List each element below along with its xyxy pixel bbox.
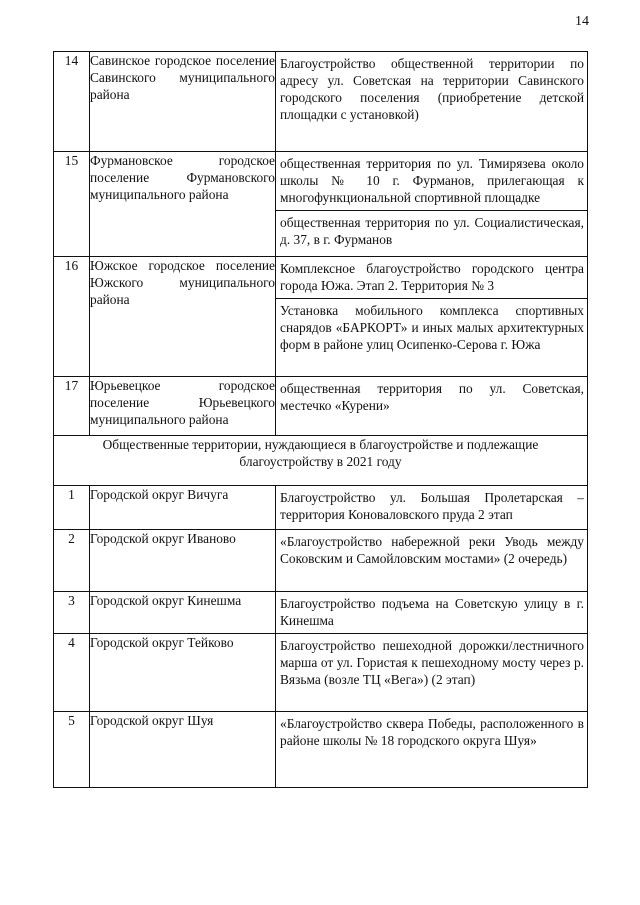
section-header: Общественные территории, нуждающиеся в благоустройстве и подлежащие благоустройству в 2021 году	[54, 436, 588, 486]
table-row	[54, 592, 588, 634]
municipality-name: Городской округ Тейково	[90, 634, 276, 712]
table-row	[54, 377, 588, 436]
territory-description: общественная территория по ул. Тимирязева около школы № 10 г. Фурманов, прилегающая к многофункциональной спортивной площадке	[280, 156, 584, 205]
territory-description: Комплексное благоустройство городского центра города Южа. Этап 2. Территория № 3	[280, 261, 584, 293]
territory-description: Благоустройство пешеходной дорожки/лестничного марша от ул. Гористая к пешеходному мосту через р. Вязьма (возле ТЦ «Вега») (2 этап)	[280, 638, 584, 687]
territory-description: общественная территория по ул. Социалистическая, д. 37, в г. Фурманов	[276, 210, 587, 256]
row-number: 1	[54, 486, 90, 530]
territories-table	[53, 51, 588, 788]
municipality-name: Городской округ Вичуга	[90, 486, 276, 530]
territory-description: Благоустройство ул. Большая Пролетарская – территория Коноваловского пруда 2 этап	[280, 490, 584, 522]
row-number: 2	[54, 530, 90, 592]
municipality-name: Городской округ Кинешма	[90, 592, 276, 634]
municipality-name: Городской округ Шуя	[90, 712, 276, 788]
table-row	[54, 257, 588, 377]
table-row	[54, 52, 588, 152]
territory-description: Благоустройство общественной территории по адресу ул. Советская на территории Савинского городского поселения (приобретение детской площадки с установкой)	[280, 56, 584, 122]
municipality-name: Юрьевецкое городское поселение Юрьевецкого муниципального района	[90, 377, 276, 436]
territory-description: Установка мобильного комплекса спортивных снарядов «БАРКОРТ» и иных малых архитектурных форм в районе улиц Осипенко-Серова г. Южа	[276, 298, 587, 376]
table-row	[54, 712, 588, 788]
municipality-name: Южское городское поселение Южского муниципального района	[90, 257, 276, 377]
territory-description: Благоустройство подъема на Советскую улицу в г. Кинешма	[280, 596, 584, 628]
page-number: 14	[575, 14, 589, 29]
row-number: 17	[54, 377, 90, 436]
territory-description: «Благоустройство сквера Победы, расположенного в районе школы № 18 городского округа Шуя»	[280, 716, 584, 748]
municipality-name: Фурмановское городское поселение Фурмановского муниципального района	[90, 152, 276, 257]
row-number: 14	[54, 52, 90, 152]
row-number: 15	[54, 152, 90, 257]
row-number: 3	[54, 592, 90, 634]
territory-description: «Благоустройство набережной реки Уводь между Соковским и Самойловским мостами» (2 очередь)	[280, 534, 584, 566]
table-row	[54, 486, 588, 530]
territory-description: общественная территория по ул. Советская, местечко «Курени»	[280, 381, 584, 413]
row-number: 4	[54, 634, 90, 712]
row-number: 16	[54, 257, 90, 377]
section-header-row	[54, 436, 588, 486]
row-number: 5	[54, 712, 90, 788]
municipality-name: Савинское городское поселение Савинского муниципального района	[90, 52, 276, 152]
table-row	[54, 152, 588, 257]
table-row	[54, 634, 588, 712]
municipality-name: Городской округ Иваново	[90, 530, 276, 592]
table-row	[54, 530, 588, 592]
